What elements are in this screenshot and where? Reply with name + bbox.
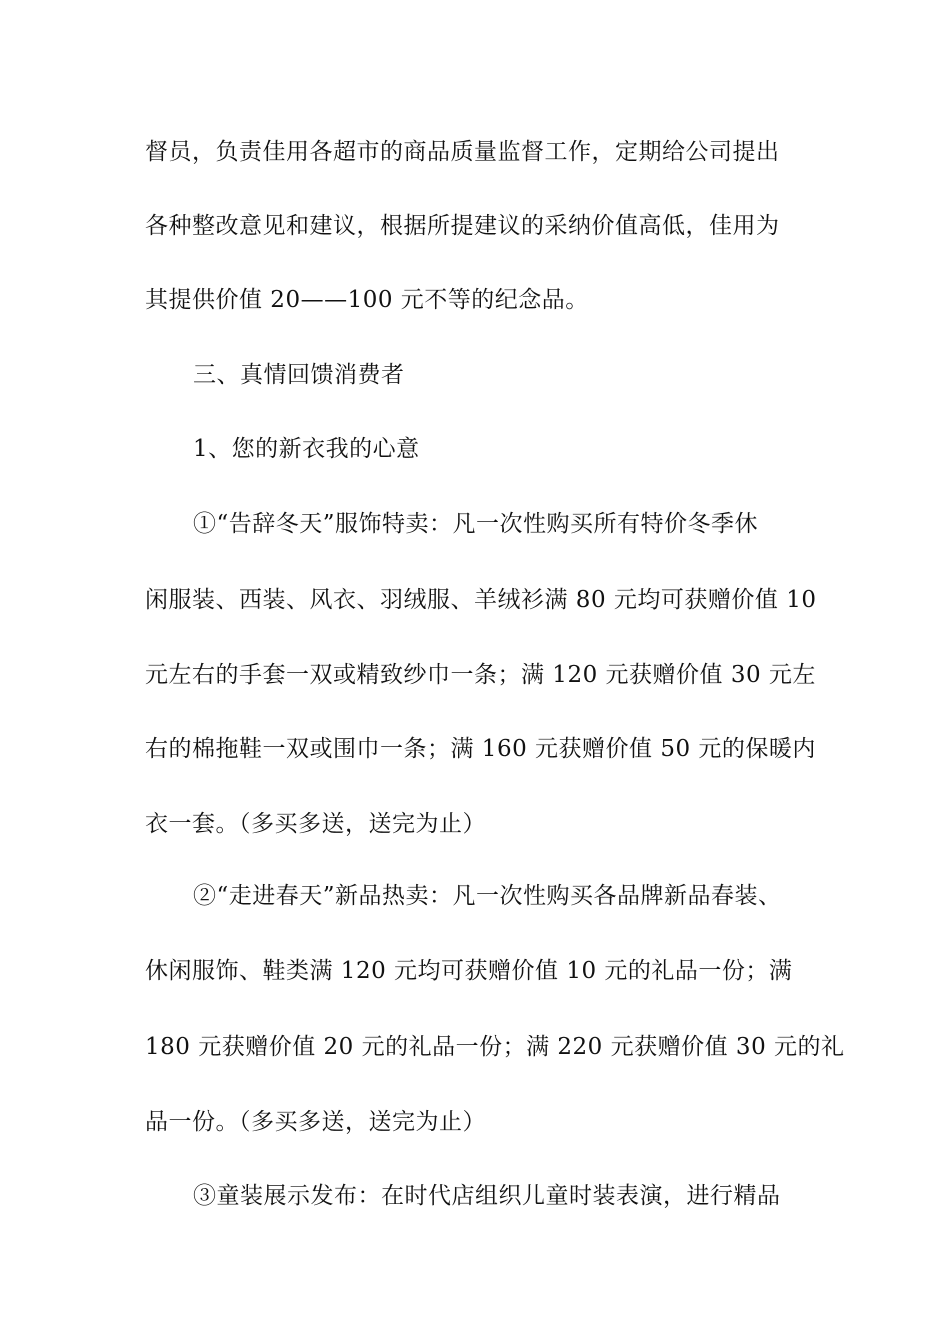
text-line: 闲服装、西装、风衣、羽绒服、羊绒衫满 80 元均可获赠价值 10 [145, 587, 817, 613]
text-line: 督员，负责佳用各超市的商品质量监督工作，定期给公司提出 [145, 139, 780, 165]
text-line: 休闲服饰、鞋类满 120 元均可获赠价值 10 元的礼品一份；满 [145, 958, 793, 984]
text-line: 右的棉拖鞋一双或围巾一条；满 160 元获赠价值 50 元的保暖内 [145, 736, 816, 762]
section-heading: 三、真情回馈消费者 [193, 362, 405, 388]
text-line: ①“告辞冬天”服饰特卖：凡一次性购买所有特价冬季休 [193, 511, 759, 537]
text-line: ②“走进春天”新品热卖：凡一次性购买各品牌新品春装、 [193, 883, 782, 909]
text-line: 180 元获赠价值 20 元的礼品一份；满 220 元获赠价值 30 元的礼 [145, 1034, 845, 1060]
text-line: 其提供价值 20——100 元不等的纪念品。 [145, 287, 589, 313]
text-line: ③童装展示发布：在时代店组织儿童时装表演，进行精品 [193, 1183, 781, 1209]
text-line: 各种整改意见和建议，根据所提建议的采纳价值高低，佳用为 [145, 213, 780, 239]
subsection-heading: 1、您的新衣我的心意 [193, 436, 420, 462]
text-line: 衣一套。（多买多送，送完为止） [145, 811, 486, 837]
text-line: 品一份。（多买多送，送完为止） [145, 1109, 486, 1135]
text-line: 元左右的手套一双或精致纱巾一条；满 120 元获赠价值 30 元左 [145, 662, 816, 688]
